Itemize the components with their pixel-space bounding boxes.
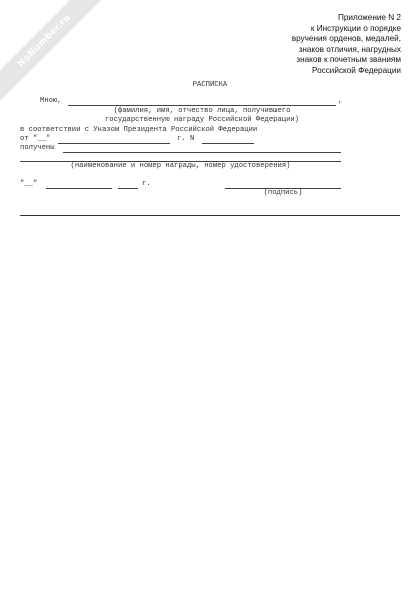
to-me-label: Мною,	[40, 97, 62, 105]
watermark-text: NoNumber.ru	[16, 12, 73, 70]
received-line	[63, 152, 341, 153]
from-label: от "__"	[20, 135, 51, 143]
comma-mark: ,	[338, 97, 343, 105]
annex-line: к Инструкции о порядке	[310, 23, 401, 33]
received-label: получены	[20, 144, 55, 152]
hint-name-2: государственную награду Российской Федерации)	[104, 116, 300, 124]
annex-line: знаков к почетным званиям	[296, 55, 401, 65]
hint-signature: (подпись)	[263, 189, 303, 197]
date-quote: "__"	[20, 180, 38, 188]
watermark-ribbon	[0, 0, 111, 107]
date-year-line	[118, 188, 138, 189]
decree-date-line	[58, 143, 170, 144]
annex-line: знаков отличия, нагрудных	[298, 44, 401, 54]
bottom-rule	[20, 215, 400, 216]
annex-header	[211, 13, 401, 77]
annex-line: вручения орденов, медалей,	[291, 34, 401, 44]
hint-award: (наименование и номер награды, номер удостоверения)	[70, 162, 291, 170]
hint-name-1: (фамилия, имя, отчество лица, получившего	[113, 107, 291, 115]
date-month-line	[46, 188, 112, 189]
in-accordance-text: в соответствии с Указом Президента Российской Федерации	[20, 126, 258, 134]
annex-line: Российской Федерации	[311, 65, 401, 75]
date-year-label: г.	[142, 180, 151, 188]
name-line	[68, 105, 336, 106]
decree-number-line	[202, 143, 254, 144]
document-title: РАСПИСКА	[192, 81, 228, 89]
decree-year-number-label: г. N	[177, 135, 195, 143]
annex-line: Приложение N 2	[337, 13, 401, 22]
